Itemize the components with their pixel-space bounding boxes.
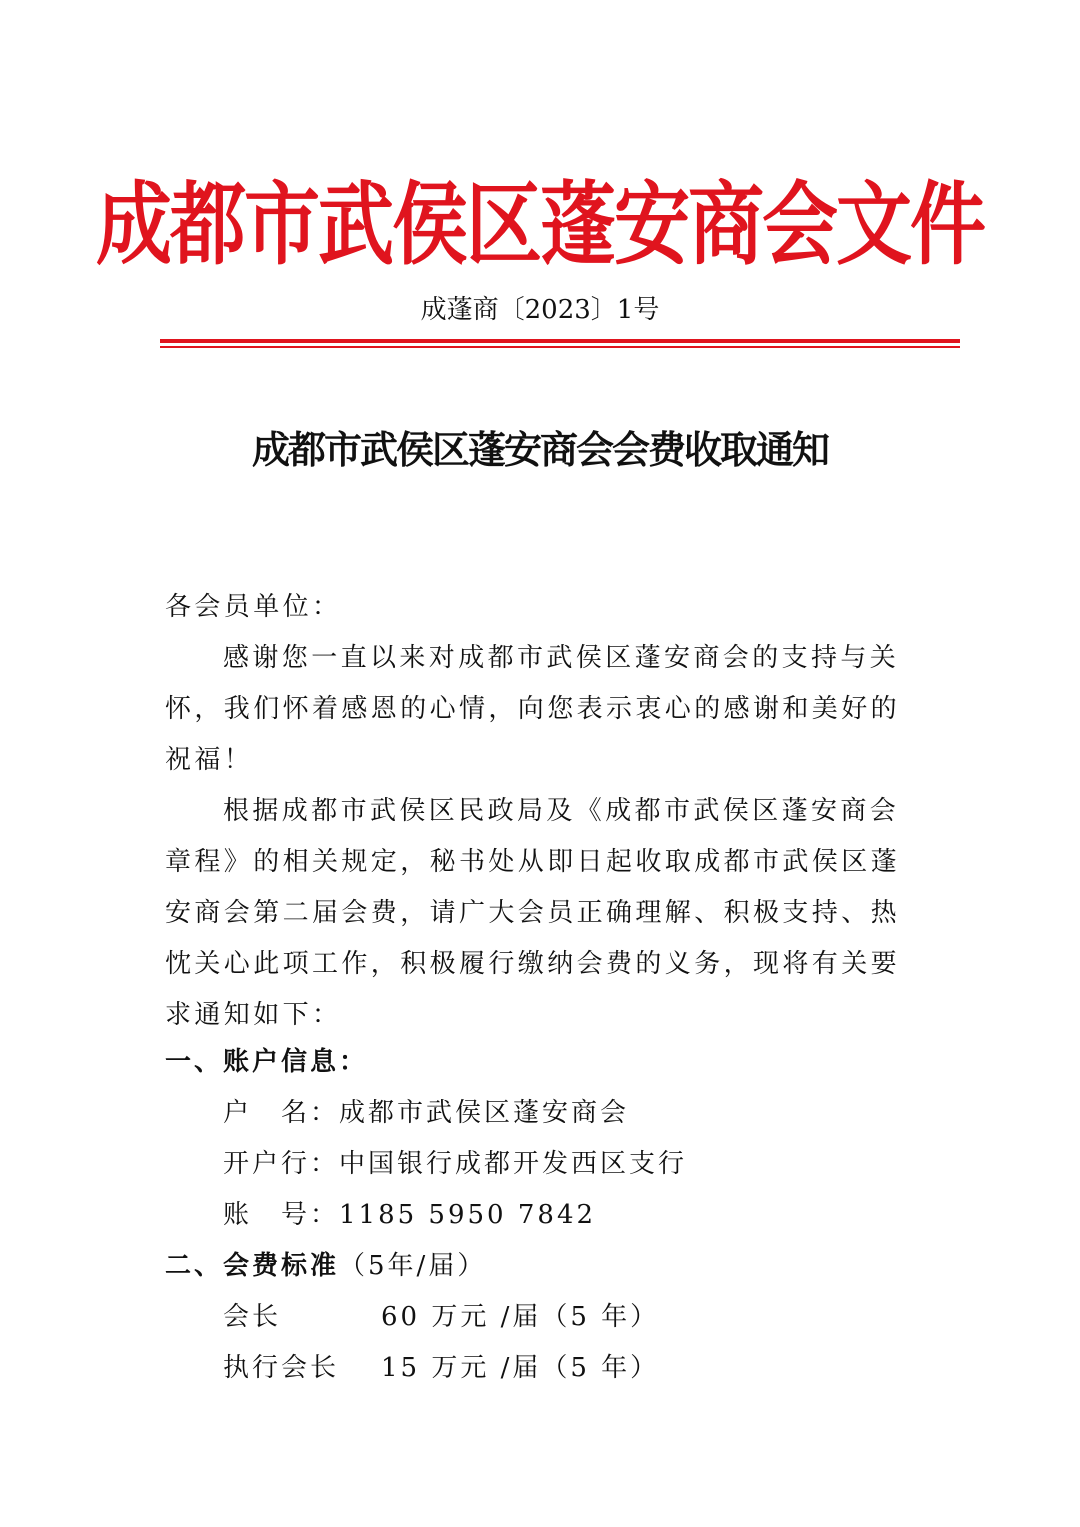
account-name-line: 户 名：成都市武侯区蓬安商会 (223, 1098, 630, 1128)
greeting: 各会员单位： (165, 592, 342, 622)
section-account-heading (165, 1037, 368, 1088)
document-org-title: 成都市武侯区蓬安商会文件 (96, 171, 984, 277)
red-divider-thick (160, 339, 960, 343)
fee-row (223, 1343, 659, 1394)
section-fee-heading (165, 1241, 486, 1292)
fee-amount: 60 万元 /届（5 年） (381, 1302, 660, 1332)
fee-role: 会长 (223, 1302, 282, 1332)
section-fee-heading-note: （5年/届） (339, 1251, 487, 1281)
paragraph-thanks: 感谢您一直以来对成都市武侯区蓬安商会的支持与关怀，我们怀着感恩的心情，向您表示衷心的感谢和美好的祝福！ (165, 643, 901, 775)
section-fee-heading-text: 二、会费标准 (165, 1251, 340, 1281)
fee-role: 执行会长 (223, 1353, 340, 1383)
account-bank-line: 开户行：中国银行成都开发西区支行 (223, 1149, 688, 1179)
fee-amount: 15 万元 /届（5 年） (381, 1353, 660, 1383)
document-number: 成蓬商〔2023〕1号 (420, 295, 660, 325)
account-number-line: 账 号：1185 5950 7842 (223, 1200, 597, 1230)
section-account-heading-text: 一、账户信息： (165, 1047, 369, 1077)
notice-title: 成都市武侯区蓬安商会会费收取通知 (251, 428, 828, 472)
fee-row (223, 1292, 659, 1343)
paragraph-basis: 根据成都市武侯区民政局及《成都市武侯区蓬安商会章程》的相关规定，秘书处从即日起收取成都市武侯区蓬安商会第二届会费，请广大会员正确理解、积极支持、热忱关心此项工作，积极履行缴纳会费的义务，现将有关要求通知如下： (165, 796, 901, 1030)
red-divider-thin (160, 346, 960, 348)
